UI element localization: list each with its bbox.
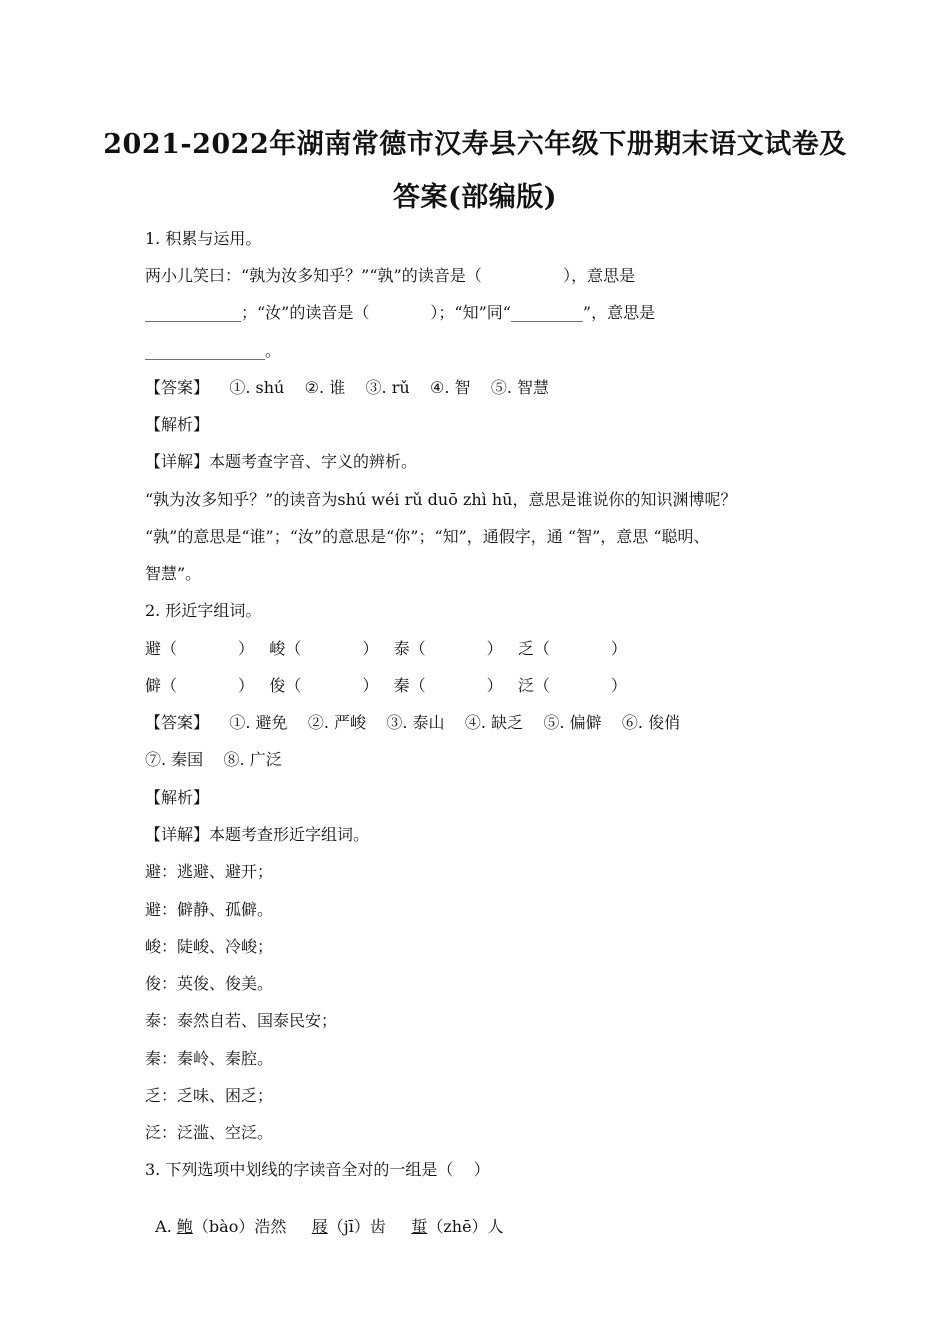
q2-answer: ⑦. 秦国 ⑧. 广泛	[145, 750, 282, 769]
q3-heading: 3. 下列选项中划线的字读音全对的一组是（ ）	[145, 1160, 490, 1179]
q2-word-group: 俊：英俊、俊美。	[145, 974, 274, 993]
q2-answer: 【答案】 ①. 避免 ②. 严峻 ③. 泰山 ④. 缺乏 ⑤. 偏僻 ⑥. 俊俏	[145, 713, 681, 732]
option-text: （bào）浩然	[192, 1217, 312, 1236]
q1-question-line: 两小儿笑曰：“孰为汝多知乎？”“孰”的读音是（ ），意思是	[145, 266, 636, 285]
q2-word-group: 避：僻静、孤僻。	[145, 900, 274, 919]
q1-detail: 【详解】本题考查字音、字义的辨析。	[145, 452, 418, 471]
q2-word-group: 避：逃避、避开；	[145, 862, 274, 881]
q1-answer: 【答案】 ①. shú ②. 谁 ③. rǔ ④. 智 ⑤. 智慧	[145, 378, 550, 397]
option-text: （jī）齿	[327, 1217, 412, 1236]
q1-detail-line: 智慧”。	[145, 564, 202, 583]
underlined-char: 屐	[311, 1217, 328, 1236]
q2-row: 避（ ） 峻（ ） 泰（ ） 乏（ ）	[145, 639, 627, 658]
document-title-line1: 2021-2022年湖南常德市汉寿县六年级下册期末语文试卷及	[103, 129, 847, 160]
underlined-char: 鲍	[176, 1217, 193, 1236]
q2-word-group: 泰：泰然自若、国泰民安；	[145, 1011, 338, 1030]
q2-analysis-label: 【解析】	[145, 788, 210, 807]
q1-question-line: _______________。	[145, 341, 282, 360]
q1-detail-line: “孰为汝多知乎？”的读音为shú wéi rǔ duō zhì hū，意思是谁说你的知识渊博呢？	[145, 490, 737, 509]
q2-word-group: 泛：泛滥、空泛。	[145, 1123, 274, 1142]
q2-row: 僻（ ） 俊（ ） 秦（ ） 泛（ ）	[145, 676, 627, 695]
q2-heading: 2. 形近字组词。	[145, 601, 262, 620]
document-title-line2: 答案(部编版)	[392, 182, 558, 213]
q1-heading: 1. 积累与运用。	[145, 229, 262, 248]
q1-analysis-label: 【解析】	[145, 415, 210, 434]
q2-word-group: 乏：乏味、困乏；	[145, 1086, 274, 1105]
option-label: A.	[155, 1217, 177, 1236]
q2-word-group: 峻：陡峻、冷峻；	[145, 937, 274, 956]
q2-word-group: 秦：秦岭、秦腔。	[145, 1049, 274, 1068]
q3-option-a	[145, 1195, 845, 1237]
option-text: （zhē）人	[427, 1217, 504, 1236]
underlined-char: 蜇	[411, 1217, 428, 1236]
q2-detail: 【详解】本题考查形近字组词。	[145, 825, 370, 844]
q1-detail-line: “孰”的意思是“谁”；“汝”的意思是“你”；“知”，通假字，通 “智”，意思 “聪明、	[145, 527, 710, 546]
q1-question-line: ____________；“汝”的读音是（ ）；“知”同“_________”，意思是	[145, 303, 656, 322]
